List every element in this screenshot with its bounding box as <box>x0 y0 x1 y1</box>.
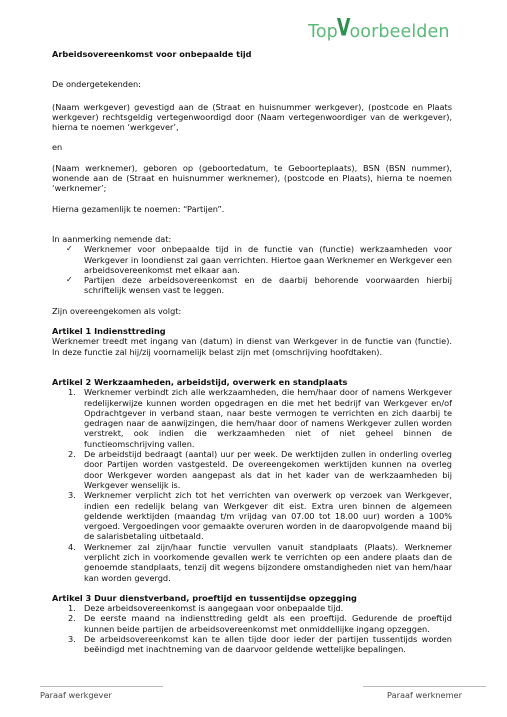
article-2-item <box>70 449 452 490</box>
article-3-item <box>70 603 452 613</box>
document-body <box>52 49 452 655</box>
item-number: 1. <box>68 603 76 614</box>
document-title: Arbeidsovereenkomst voor onbepaalde tijd <box>52 49 252 59</box>
item-number: 4. <box>68 541 76 552</box>
considerations-list <box>52 244 452 295</box>
item-text: Werknemer verplicht zich tot het verrichten van overwerk op verzoek van Werkgever, indien een redelijk belang van Werkgever dit eist. Extra uren binnen de algemeen geldende werktijden (maandag t/m vrijdag van 07.00 tot 18.00 uur) worden a 100% vergoed. Vergoedingen voor gemaakte overuren worden in de daaropvolgende maand bij de salarisbetaling uitbetaald. <box>84 490 452 542</box>
article-3-item <box>70 613 452 634</box>
consideration-text: Partijen deze arbeidsovereenkomst en de daarbij behorende voorwaarden hierbij schriftelijk wensen vast te leggen. <box>84 275 452 296</box>
employer-initials-line[interactable] <box>40 686 163 700</box>
article-1-body: Werknemer treedt met ingang van (datum) in dienst van Werkgever in de functie van (functie). In deze functie zal hij/zij voornamelijk belast zijn met (omschrijving hoofdtaken). <box>52 336 452 357</box>
parties-paragraph: Hierna gezamenlijk te noemen: “Partijen”. <box>52 203 225 214</box>
employee-initials-label: Paraaf werknemer <box>387 690 462 700</box>
consideration-item <box>66 275 452 296</box>
topvoorbeelden-logo[interactable] <box>308 15 450 42</box>
consideration-text: Werknemer voor onbepaalde tijd in de functie van (functie) werkzaamheden voor Werkgever in loondienst zal gaan verrichten. Hiertoe gaan Werknemer en Werkgever een arbeidsovereenkomst met elkaar aan. <box>84 244 452 275</box>
item-text: Deze arbeidsovereenkomst is aangegaan voor onbepaalde tijd. <box>84 603 344 614</box>
item-number: 2. <box>68 613 76 624</box>
item-text: Werknemer zal zijn/haar functie vervullen vanuit standplaats (Plaats). Werknemer verplicht zich in voorkomende gevallen werk te verrichten op een andere plaats dan de genoemde standplaats, tenzij dit wegens bijzondere omstandigheden niet van hem/haar kan worden gevergd. <box>84 541 452 583</box>
check-icon: ✓ <box>66 244 73 254</box>
undersigned-label: De ondergetekenden: <box>52 79 141 90</box>
agreed-label: Zijn overeengekomen als volgt: <box>52 305 182 316</box>
item-text: De arbeidstijd bedraagt (aantal) uur per week. De werktijden zullen in onderling overleg door Partijen worden vastgesteld. De overeengekomen werktijden kunnen na overleg door Werkgever worden aangepast als dat in het kader van de werkzaamheden bij Werkgever wenselijk is. <box>84 449 452 490</box>
logo-text-top: Top <box>308 22 338 42</box>
item-number: 3. <box>68 634 76 645</box>
logo-v-mark: V <box>336 15 351 42</box>
article-1-title: Artikel 1 Indiensttreding <box>52 326 166 337</box>
item-number: 3. <box>68 490 76 501</box>
article-2-item <box>70 387 452 449</box>
item-number: 1. <box>68 387 76 398</box>
employer-paragraph: (Naam werkgever) gevestigd aan de (Straat en huisnummer werkgever), (postcode en Plaats werkgever) rechtsgeldig vertegenwoordigd door (Naam vertegenwoordiger van de werkgever), hierna te noemen ‘werkgever’, <box>52 101 452 133</box>
article-2-item <box>70 542 452 583</box>
consideration-item <box>66 244 452 275</box>
employer-initials-label: Paraaf werkgever <box>40 690 112 700</box>
check-icon: ✓ <box>66 275 73 285</box>
item-text: Werknemer verbindt zich alle werkzaamheden, die hem/haar door of namens Werkgever redelijkerwijze kunnen worden opgedragen en die met het bedrijf van Werkgever en/of Opdrachtgever in verband staan, naar beste vermogen te verrichten en zich daarbij te gedragen naar de aanwijzingen, die hem/haar door of namens Werkgever zullen worden verstrekt, ook indien die werkzaamheden niet of niet geheel binnen de functieomschrijving vallen. <box>84 387 452 449</box>
item-text: De arbeidsovereenkomst kan te allen tijde door ieder der partijen tussentijds worden beëindigd met inachtneming van de daarvoor geldende wettelijke bepalingen. <box>84 634 452 655</box>
article-2-item <box>70 490 452 541</box>
employee-paragraph: (Naam werknemer), geboren op (geboortedatum, te Geboorteplaats), BSN (BSN nummer), wonende aan de (Straat en huisnummer werknemer), (postcode en Plaats), hierna te noemen ‘werknemer’; <box>52 162 452 194</box>
logo-text-oorbeelden: oorbeelden <box>349 22 450 42</box>
considering-label: In aanmerking nemende dat: <box>52 233 172 244</box>
article-2-title: Artikel 2 Werkzaamheden, arbeidstijd, overwerk en standplaats <box>52 376 348 387</box>
article-3-title: Artikel 3 Duur dienstverband, proeftijd en tussentijdse opzegging <box>52 592 357 603</box>
item-number: 2. <box>68 449 76 460</box>
and-label: en <box>52 142 63 153</box>
article-3-item <box>70 634 452 655</box>
article-3-list <box>52 603 452 654</box>
item-text: De eerste maand na indiensttreding geldt als een proeftijd. Gedurende de proeftijd kunnen beide partijen de arbeidsovereenkomst met onmiddellijke ingang opzeggen. <box>84 613 452 634</box>
employee-initials-line[interactable] <box>363 686 486 700</box>
article-2-list <box>52 387 452 583</box>
